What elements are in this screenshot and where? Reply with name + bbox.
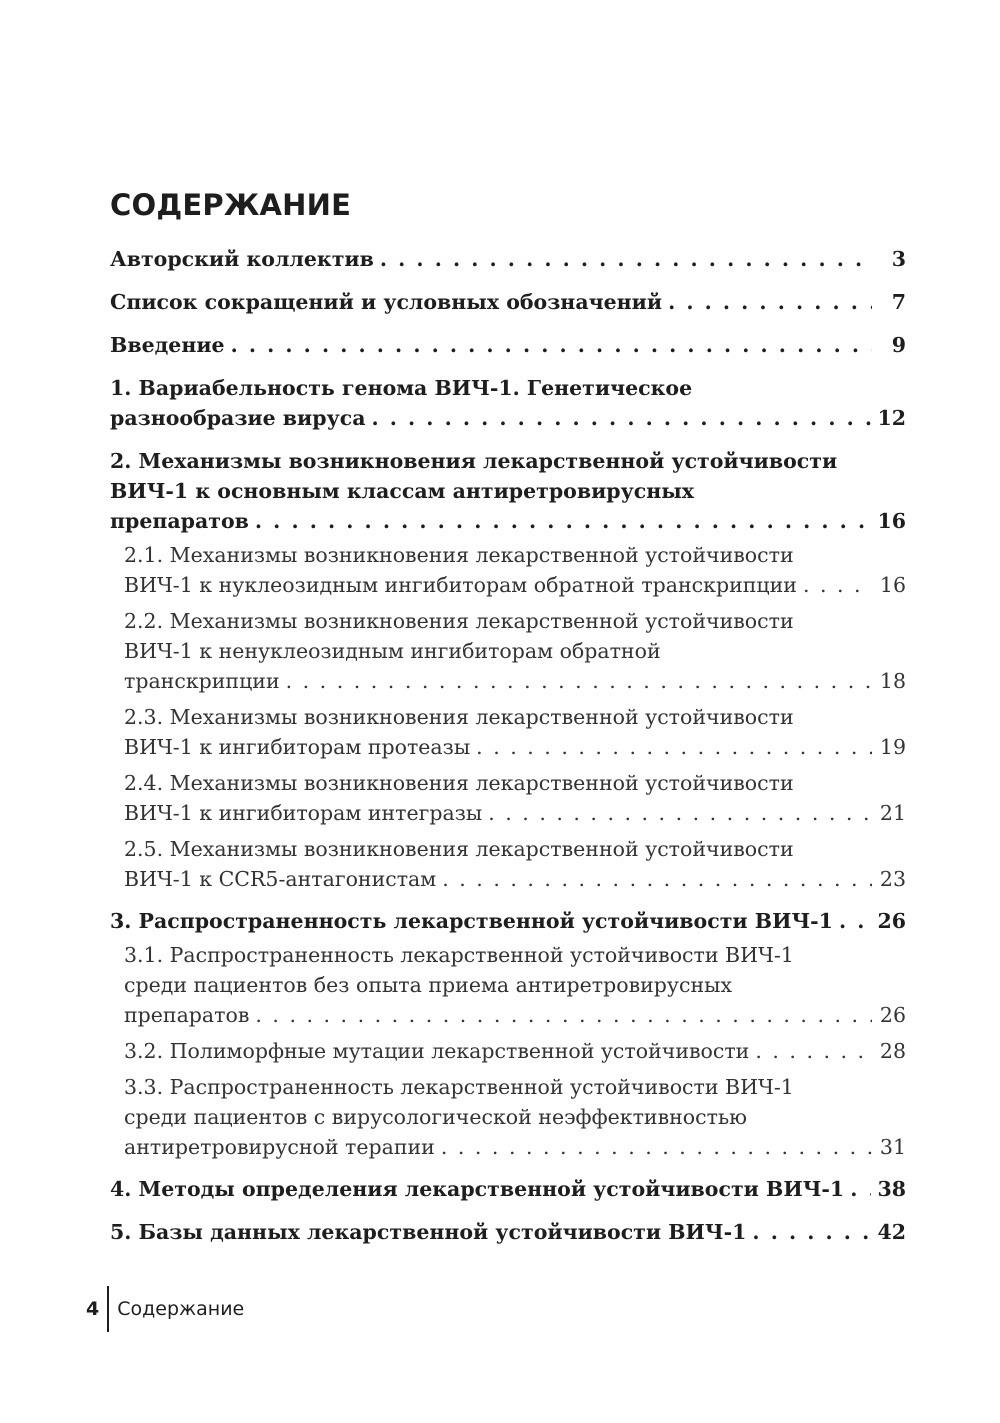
- toc-entry[interactable]: [110, 330, 906, 360]
- toc-subentry[interactable]: [110, 702, 906, 762]
- toc-entry[interactable]: [110, 244, 906, 274]
- toc-subentry[interactable]: [110, 768, 906, 828]
- toc-entry-text: 3.2. Полиморфные мутации лекарственной устойчивости: [124, 1039, 750, 1063]
- toc-subentry[interactable]: [110, 1072, 906, 1162]
- toc-entry-text: разнообразие вируса: [110, 406, 366, 430]
- toc-entry-line: 1. Вариабельность генома ВИЧ-1. Генетическое: [110, 376, 693, 400]
- toc-entry-line: ВИЧ-1 к основным классам антиретровирусных: [110, 479, 695, 503]
- footer-page-number: 4: [86, 1298, 100, 1320]
- toc-page-number: 12: [877, 406, 906, 430]
- page-title: СОДЕРЖАНИЕ: [110, 188, 352, 222]
- toc-subentry[interactable]: [110, 1036, 906, 1066]
- toc-entry-line: 3.3. Распространенность лекарственной устойчивости ВИЧ-1: [124, 1075, 794, 1099]
- page-footer: [86, 1284, 244, 1334]
- toc-entry-text: 5. Базы данных лекарственной устойчивости ВИЧ-1: [110, 1220, 747, 1244]
- dot-leader: [839, 906, 872, 936]
- dot-leader: [476, 732, 872, 762]
- toc-page-number: 42: [877, 1220, 906, 1244]
- toc-page-number: 18: [879, 669, 906, 693]
- toc-entry-line: среди пациентов без опыта приема антиретровирусных: [124, 973, 733, 997]
- toc-entry-text: 4. Методы определения лекарственной устойчивости ВИЧ-1: [110, 1177, 845, 1201]
- dot-leader: [442, 864, 872, 894]
- toc-page-number: 16: [877, 509, 906, 533]
- toc-page-number: 21: [879, 801, 906, 825]
- toc-entry-text: препаратов: [110, 509, 249, 533]
- dot-leader: [803, 570, 872, 600]
- footer-section-title: Содержание: [117, 1298, 245, 1320]
- table-of-contents: [110, 244, 906, 1260]
- toc-entry[interactable]: [110, 906, 906, 936]
- toc-subentry[interactable]: [110, 540, 906, 600]
- toc-entry[interactable]: [110, 287, 906, 317]
- toc-page-number: 19: [879, 735, 906, 759]
- dot-leader: [255, 506, 872, 536]
- toc-subentry[interactable]: [110, 606, 906, 696]
- toc-page-number: 38: [877, 1177, 906, 1201]
- toc-page-number: 23: [879, 867, 906, 891]
- dot-leader: [231, 330, 872, 360]
- dot-leader: [380, 244, 872, 274]
- toc-page-number: 9: [891, 333, 906, 357]
- toc-entry-line: 2.1. Механизмы возникновения лекарственной устойчивости: [124, 543, 794, 567]
- dot-leader: [371, 403, 871, 433]
- toc-entry[interactable]: [110, 373, 906, 433]
- toc-entry-text: ВИЧ-1 к нуклеозидным ингибиторам обратной транскрипции: [124, 573, 797, 597]
- toc-entry-text: антиретровирусной терапии: [124, 1135, 435, 1159]
- toc-entry-line: 2. Механизмы возникновения лекарственной устойчивости: [110, 449, 838, 473]
- toc-page-number: 16: [879, 573, 906, 597]
- dot-leader: [441, 1132, 872, 1162]
- toc-subentry[interactable]: [110, 834, 906, 894]
- toc-page-number: 3: [891, 247, 906, 271]
- dot-leader: [755, 1036, 872, 1066]
- dot-leader: [286, 666, 872, 696]
- toc-entry-line: 2.3. Механизмы возникновения лекарственной устойчивости: [124, 705, 794, 729]
- toc-entry-text: транскрипции: [124, 669, 280, 693]
- toc-entry-line: 2.4. Механизмы возникновения лекарственной устойчивости: [124, 771, 794, 795]
- toc-entry-text: Список сокращений и условных обозначений: [110, 290, 663, 314]
- toc-entry-text: ВИЧ-1 к CCR5-антагонистам: [124, 867, 437, 891]
- toc-entry-line: 3.1. Распространенность лекарственной устойчивости ВИЧ-1: [124, 943, 794, 967]
- toc-entry-text: Введение: [110, 333, 225, 357]
- dot-leader: [668, 287, 872, 317]
- toc-entry-text: Авторский коллектив: [110, 247, 374, 271]
- toc-entry-line: среди пациентов с вирусологической неэффективностью: [124, 1105, 747, 1129]
- dot-leader: [752, 1217, 871, 1247]
- dot-leader: [850, 1174, 871, 1204]
- toc-entry-line: 2.5. Механизмы возникновения лекарственной устойчивости: [124, 837, 794, 861]
- toc-page-number: 31: [879, 1135, 906, 1159]
- toc-page-number: 26: [879, 1003, 906, 1027]
- toc-entry[interactable]: [110, 1217, 906, 1247]
- toc-entry-line: 2.2. Механизмы возникновения лекарственной устойчивости: [124, 609, 794, 633]
- toc-entry-line: ВИЧ-1 к ненуклеозидным ингибиторам обратной: [124, 639, 661, 663]
- toc-page-number: 7: [891, 290, 906, 314]
- toc-entry[interactable]: [110, 1174, 906, 1204]
- toc-entry-text: препаратов: [124, 1003, 250, 1027]
- footer-divider: [107, 1286, 109, 1332]
- toc-entry-text: ВИЧ-1 к ингибиторам интегразы: [124, 801, 483, 825]
- dot-leader: [255, 1000, 872, 1030]
- toc-entry-text: ВИЧ-1 к ингибиторам протеазы: [124, 735, 471, 759]
- toc-subentry[interactable]: [110, 940, 906, 1030]
- toc-page-number: 26: [877, 909, 906, 933]
- toc-entry[interactable]: [110, 446, 906, 536]
- dot-leader: [488, 798, 872, 828]
- toc-entry-text: 3. Распространенность лекарственной устойчивости ВИЧ-1: [110, 909, 833, 933]
- toc-page-number: 28: [879, 1039, 906, 1063]
